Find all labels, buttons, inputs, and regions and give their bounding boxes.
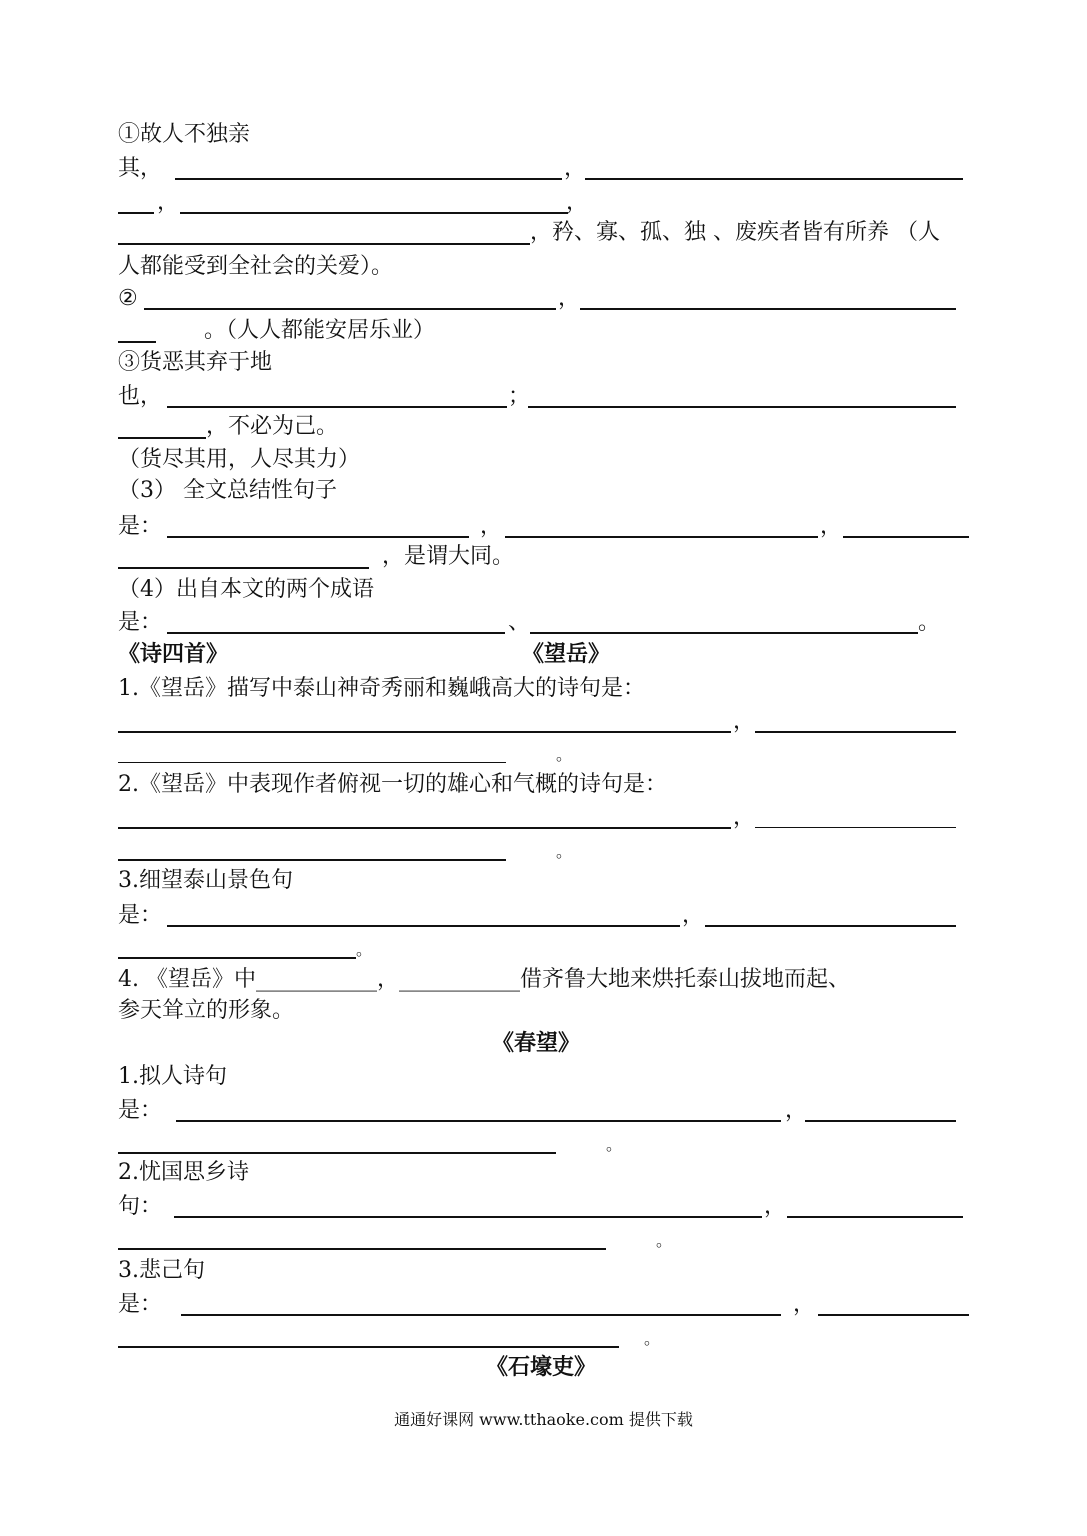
answer-blank[interactable] — [118, 212, 154, 214]
text-line: ①故人不独亲 — [118, 122, 251, 147]
punct: 。 — [918, 610, 941, 635]
text-line: 是： — [118, 1292, 163, 1317]
question: 2.《望岳》中表现作者俯视一切的雄心和气概的诗句是： — [118, 772, 667, 797]
section-title: 《春望》 — [492, 1030, 581, 1056]
text-line: 也， — [118, 384, 163, 409]
text-line: （货尽其用，人尽其力） — [118, 447, 361, 472]
answer-blank[interactable] — [118, 859, 506, 861]
text-line: ，矜、寡、孤、独 、废疾者皆有所养 （人 — [530, 220, 940, 245]
answer-blank[interactable] — [144, 308, 556, 310]
answer-blank[interactable] — [755, 827, 956, 828]
answer-blank[interactable] — [755, 731, 956, 733]
answer-blank[interactable] — [118, 567, 369, 569]
punct: ， — [733, 709, 756, 734]
text-line: 。（人人都能安居乐业） — [204, 318, 436, 343]
question: 2.忧国思乡诗 — [118, 1160, 249, 1185]
answer-blank[interactable] — [167, 536, 469, 538]
punct: ， — [157, 190, 180, 215]
answer-blank[interactable] — [787, 1216, 963, 1218]
answer-blank[interactable] — [176, 1120, 781, 1122]
answer-blank[interactable] — [118, 1248, 606, 1250]
answer-blank[interactable] — [585, 178, 963, 180]
punct: ， — [480, 514, 503, 539]
punct: 。 — [606, 1135, 623, 1154]
text-line: 参天耸立的形象。 — [118, 998, 295, 1023]
answer-blank[interactable] — [118, 762, 506, 763]
page-footer: 通通好课网 www.tthaoke.com 提供下载 — [394, 1410, 693, 1429]
text-line: 是： — [118, 514, 163, 539]
answer-blank[interactable] — [580, 308, 956, 310]
text-line: ③货恶其弃于地 — [118, 350, 273, 375]
answer-blank[interactable] — [118, 1346, 619, 1348]
punct: 。 — [644, 1329, 661, 1348]
answer-blank[interactable] — [818, 1314, 969, 1316]
answer-blank[interactable] — [174, 1216, 762, 1218]
answer-blank[interactable] — [505, 536, 818, 538]
punct: ， — [564, 156, 587, 181]
answer-blank[interactable] — [530, 632, 918, 634]
answer-blank[interactable] — [167, 632, 505, 634]
question: 1.拟人诗句 — [118, 1064, 227, 1089]
section-title: 《石壕吏》 — [486, 1354, 597, 1380]
answer-blank[interactable] — [175, 178, 562, 180]
question: 3.悲己句 — [118, 1258, 205, 1283]
text-line: （4）出自本文的两个成语 — [118, 577, 374, 602]
answer-blank[interactable] — [528, 406, 956, 408]
text-line: 其， — [118, 156, 163, 181]
answer-blank[interactable] — [843, 536, 969, 538]
text-line: ② — [118, 286, 138, 311]
question: 1.《望岳》描写中泰山神奇秀丽和巍峨高大的诗句是： — [118, 676, 645, 701]
punct: ， — [682, 903, 705, 928]
answer-blank[interactable] — [180, 212, 568, 214]
answer-blank[interactable] — [118, 731, 731, 733]
answer-blank[interactable] — [805, 1120, 956, 1122]
answer-blank[interactable] — [118, 437, 206, 439]
punct: 。 — [556, 745, 573, 764]
punct: 。 — [556, 842, 573, 861]
answer-blank[interactable] — [705, 925, 956, 927]
answer-blank[interactable] — [167, 925, 680, 927]
question: 3.细望泰山景色句 — [118, 868, 293, 893]
punct: ， — [785, 1098, 808, 1123]
punct: ， — [733, 805, 756, 830]
answer-blank[interactable] — [118, 957, 356, 959]
text-line: ，不必为己。 — [206, 414, 339, 439]
answer-blank[interactable] — [118, 1152, 556, 1154]
question: 4. 《望岳》中___________，___________借齐鲁大地来烘托泰山拔地而起、 — [118, 967, 850, 992]
text-line: ，是谓大同。 — [382, 544, 515, 569]
answer-blank[interactable] — [118, 243, 530, 245]
punct: ， — [793, 1292, 816, 1317]
punct: ； — [508, 384, 531, 409]
punct: 。 — [656, 1231, 673, 1250]
text-line: 是： — [118, 1098, 163, 1123]
section-title: 《望岳》 — [522, 641, 611, 667]
punct: 、 — [508, 610, 531, 635]
punct: ， — [558, 286, 581, 311]
text-line: 句： — [118, 1194, 163, 1219]
answer-blank[interactable] — [167, 406, 507, 408]
text-line: 是： — [118, 903, 163, 928]
answer-blank[interactable] — [118, 341, 156, 343]
answer-blank[interactable] — [118, 827, 731, 829]
text-line: 人都能受到全社会的关爱）。 — [118, 254, 394, 279]
answer-blank[interactable] — [181, 1314, 781, 1316]
punct: ， — [820, 514, 843, 539]
punct: ， — [566, 190, 589, 215]
section-title: 《诗四首》 — [118, 641, 229, 667]
text-line: （3） 全文总结性句子 — [118, 478, 337, 503]
punct: 。 — [356, 940, 373, 959]
text-line: 是： — [118, 610, 163, 635]
punct: ， — [764, 1194, 787, 1219]
